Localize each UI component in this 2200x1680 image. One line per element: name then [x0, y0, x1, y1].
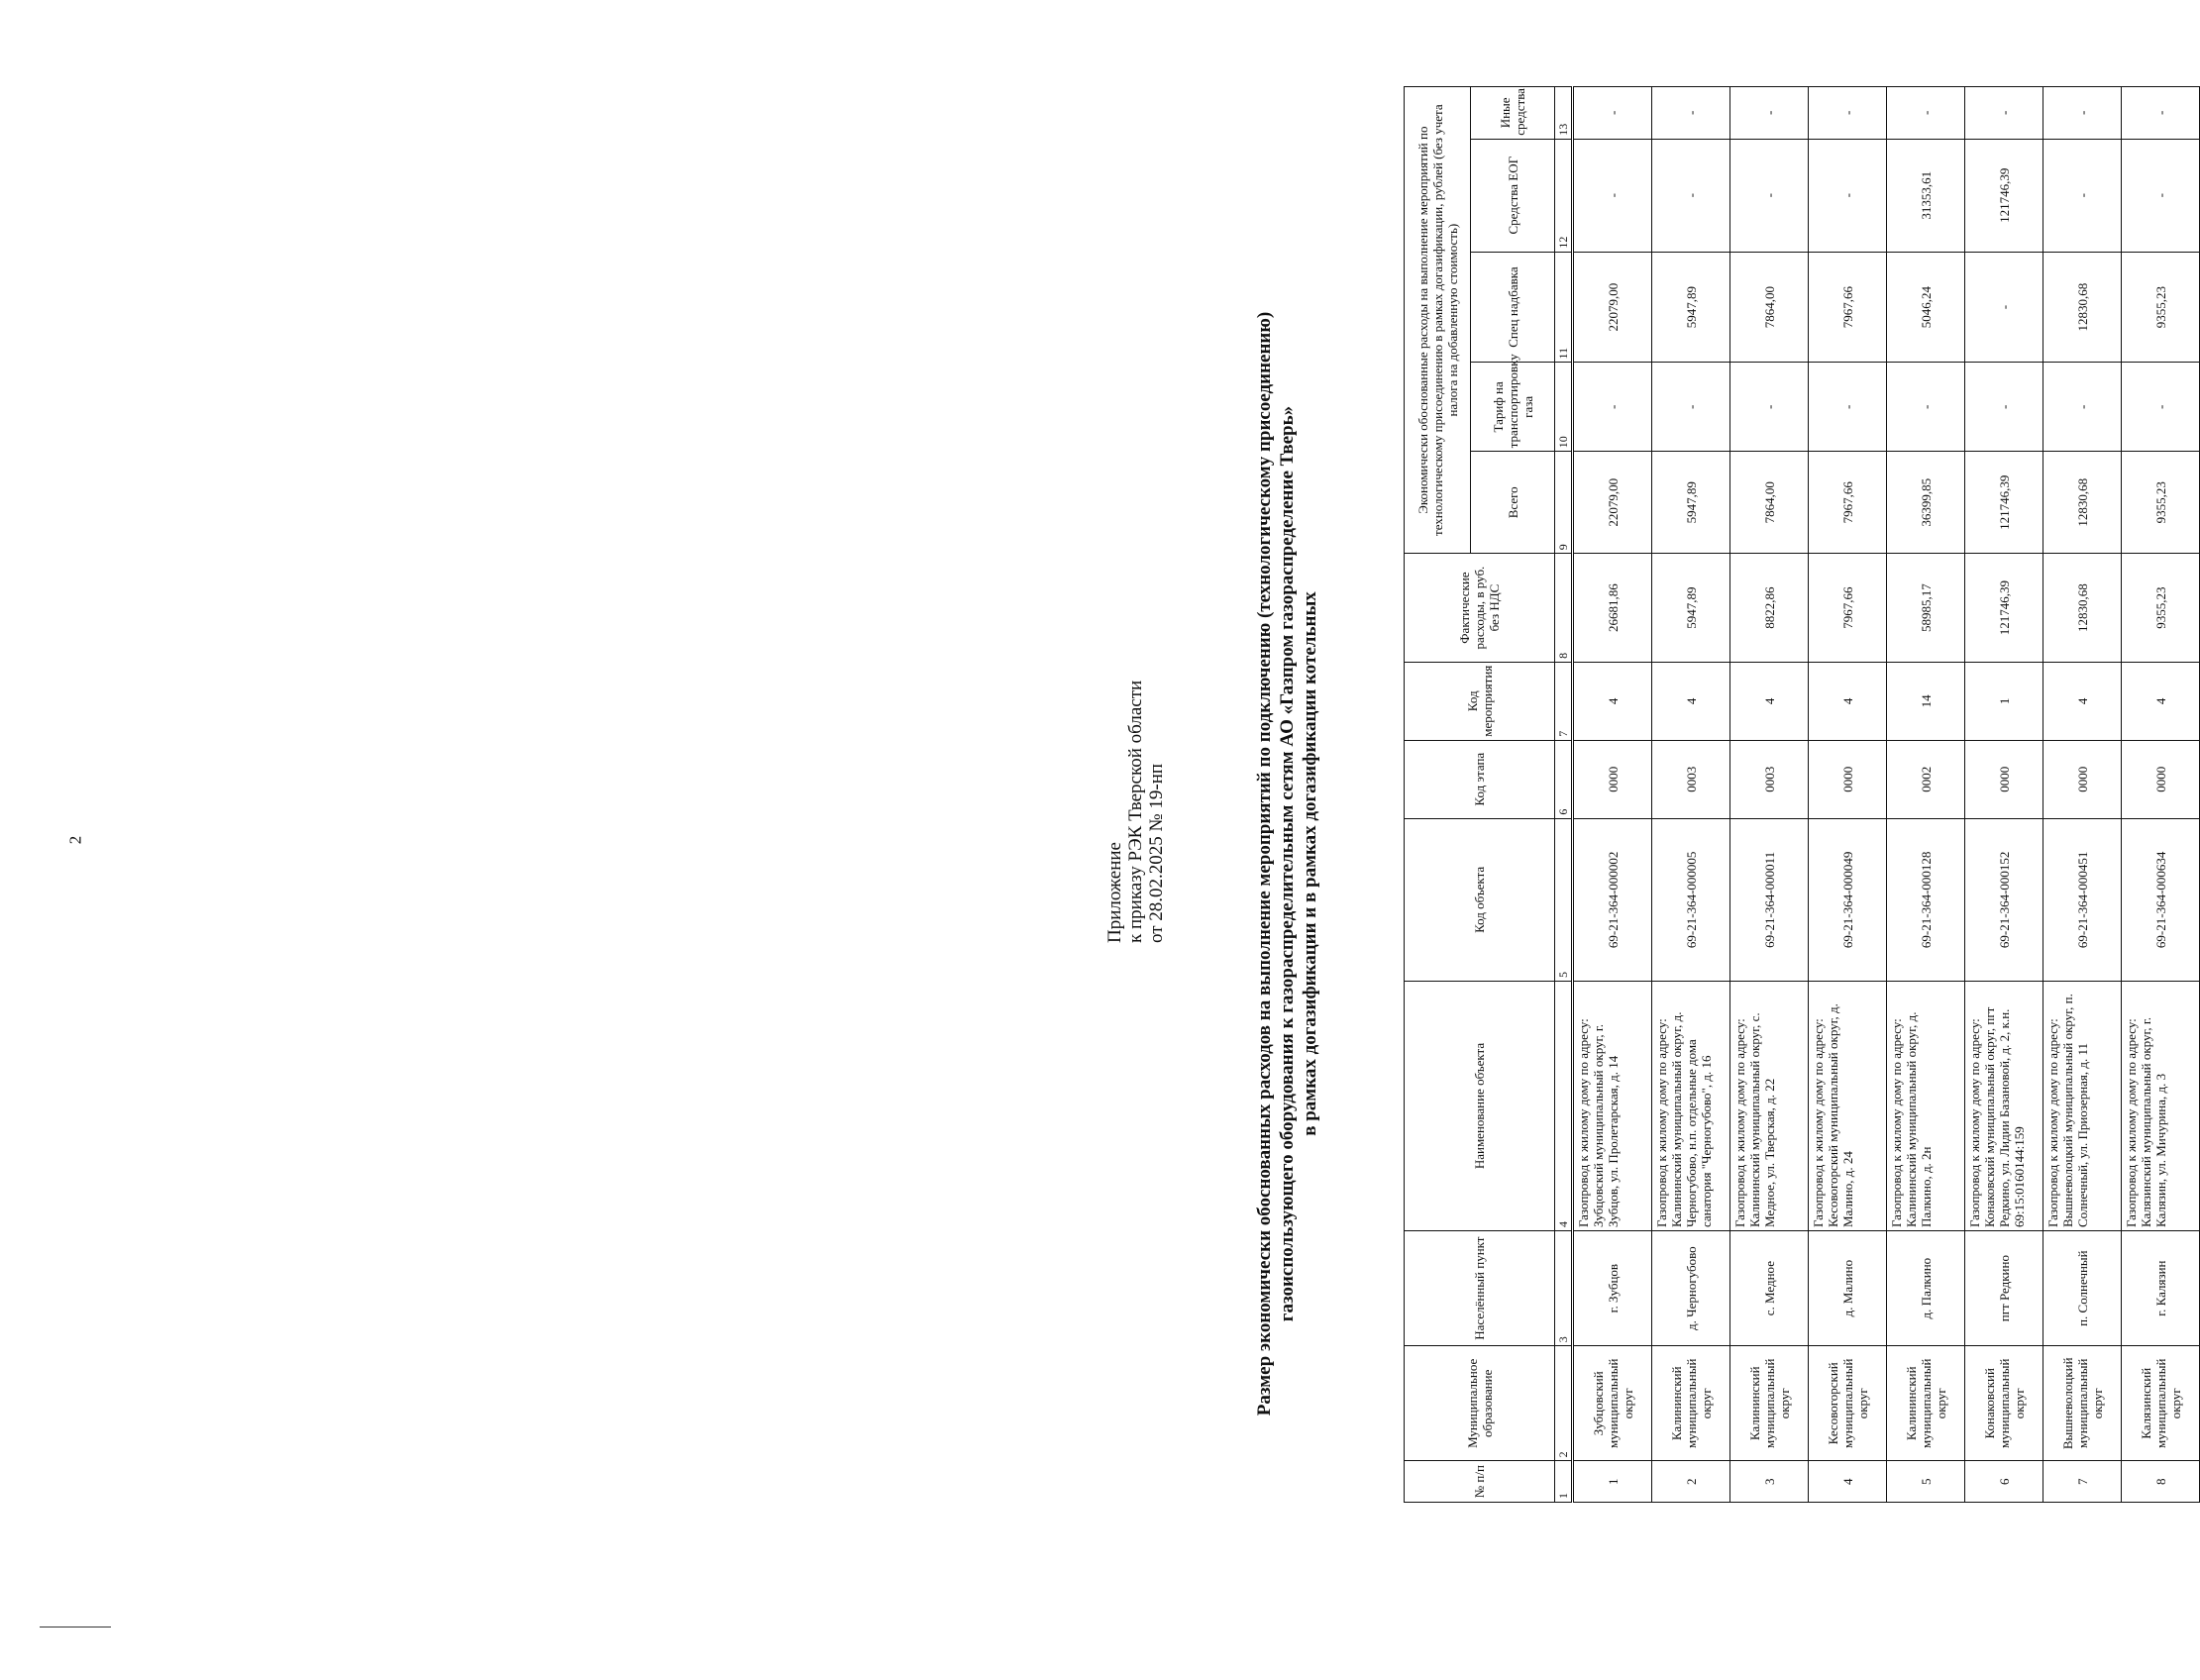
row-tariff: -	[1809, 363, 1887, 452]
row-eog: -	[1809, 139, 1887, 252]
row-actual-costs: 121746,39	[1965, 554, 2043, 663]
appendix-block	[1104, 349, 1167, 943]
column-number: 2	[1555, 1346, 1573, 1461]
row-locality: п. Солнечный	[2043, 1231, 2122, 1346]
row-total: 7864,00	[1730, 452, 1809, 554]
row-other: -	[2122, 87, 2200, 140]
row-event-code: 4	[1573, 662, 1652, 740]
document-title	[1253, 279, 1321, 1448]
row-other: -	[1652, 87, 1730, 140]
table-row	[1965, 87, 2043, 1503]
title-line-1: Размер экономически обоснованных расходов на выполнение мероприятий по подключению (технологическому присоединению)	[1254, 311, 1275, 1417]
row-other: -	[1887, 87, 1965, 140]
row-municipality: Калязинский муниципальный округ	[2122, 1346, 2200, 1461]
row-actual-costs: 7967,66	[1809, 554, 1887, 663]
row-stage-code: 0000	[1809, 740, 1887, 818]
row-locality: г. Зубцов	[1573, 1231, 1652, 1346]
row-total: 5947,89	[1652, 452, 1730, 554]
header-group: Экономически обоснованные расходы на выполнение мероприятий по технологическому присоединению в рамках догазификации, рублей (без учета налога на добавленную стоимость)	[1405, 87, 1471, 554]
row-event-code: 14	[1887, 662, 1965, 740]
row-number: 1	[1573, 1461, 1652, 1503]
row-number: 5	[1887, 1461, 1965, 1503]
table-row	[1573, 87, 1652, 1503]
row-number: 3	[1730, 1461, 1809, 1503]
header-eog: Средства ЕОГ	[1471, 139, 1555, 252]
row-surcharge: 5947,89	[1652, 252, 1730, 363]
column-number: 10	[1555, 363, 1573, 452]
row-object-code: 69-21-364-000451	[2043, 818, 2122, 981]
column-numbers-row	[1555, 87, 1573, 1503]
table-header-row-1	[1405, 87, 1471, 1503]
row-surcharge: 12830,68	[2043, 252, 2122, 363]
row-tariff: -	[2043, 363, 2122, 452]
row-actual-costs: 12830,68	[2043, 554, 2122, 663]
column-number: 5	[1555, 818, 1573, 981]
table-row	[2043, 87, 2122, 1503]
row-number: 7	[2043, 1461, 2122, 1503]
row-locality: д. Черногубово	[1652, 1231, 1730, 1346]
row-stage-code: 0000	[1965, 740, 2043, 818]
row-total: 22079,00	[1573, 452, 1652, 554]
header-municipality: Муниципальное образование	[1405, 1346, 1555, 1461]
row-object-code: 69-21-364-000634	[2122, 818, 2200, 981]
row-object-name: Газопровод к жилому дому по адресу: Калининский муниципальный округ, с. Медное, ул. Тверская, д. 22	[1730, 982, 1809, 1231]
row-object-name: Газопровод к жилому дому по адресу: Вышневолоцкий муниципальный округ, п. Солнечный, ул. Приозерная, д. 11	[2043, 982, 2122, 1231]
row-event-code: 4	[2122, 662, 2200, 740]
row-object-code: 69-21-364-000005	[1652, 818, 1730, 981]
header-num: № п/п	[1405, 1461, 1555, 1503]
rotated-sheet	[1104, 0, 2183, 1499]
header-event-code: Код мероприятия	[1405, 662, 1555, 740]
title-line-2: газоиспользующего оборудования к газораспределительным сетям АО «Газпром газораспределение Тверь»	[1277, 405, 1298, 1322]
footer-divider	[40, 1627, 111, 1628]
page-number: 2	[65, 835, 85, 845]
row-locality: г. Калязин	[2122, 1231, 2200, 1346]
row-other: -	[1809, 87, 1887, 140]
row-eog: -	[1730, 139, 1809, 252]
column-number: 11	[1555, 252, 1573, 363]
row-tariff: -	[1652, 363, 1730, 452]
table-row	[2122, 87, 2200, 1503]
row-locality: пгт Редкино	[1965, 1231, 2043, 1346]
header-stage-code: Код этапа	[1405, 740, 1555, 818]
row-object-name: Газопровод к жилому дому по адресу: Кесовогорский муниципальный округ, д. Малино, д. 24	[1809, 982, 1887, 1231]
row-stage-code: 0000	[1573, 740, 1652, 818]
header-other: Иные средства	[1471, 87, 1555, 140]
row-object-code: 69-21-364-000128	[1887, 818, 1965, 981]
row-locality: д. Палкино	[1887, 1231, 1965, 1346]
row-surcharge: 7967,66	[1809, 252, 1887, 363]
appendix-line-3: от 28.02.2025 № 19-нп	[1146, 763, 1167, 943]
row-eog: -	[1573, 139, 1652, 252]
header-locality: Населённый пункт	[1405, 1231, 1555, 1346]
row-stage-code: 0000	[2043, 740, 2122, 818]
row-tariff: -	[1965, 363, 2043, 452]
header-total: Всего	[1471, 452, 1555, 554]
row-event-code: 1	[1965, 662, 2043, 740]
row-eog: 31353,61	[1887, 139, 1965, 252]
costs-table	[1404, 86, 2200, 1503]
table-row	[1652, 87, 1730, 1503]
header-object-name: Наименование объекта	[1405, 982, 1555, 1231]
row-stage-code: 0002	[1887, 740, 1965, 818]
row-object-name: Газопровод к жилому дому по адресу: Калининский муниципальный округ, д. Черногубово, н.п. отдельные дома санатория "Черногубово", д. 16	[1652, 982, 1730, 1231]
row-number: 8	[2122, 1461, 2200, 1503]
row-number: 6	[1965, 1461, 2043, 1503]
header-surcharge: Спец надбавка	[1471, 252, 1555, 363]
row-municipality: Конаковский муниципальный округ	[1965, 1346, 2043, 1461]
table-body	[1573, 87, 2200, 1503]
row-object-name: Газопровод к жилому дому по адресу: Калязинский муниципальный округ, г. Калязин, ул. Мичурина, д. 3	[2122, 982, 2200, 1231]
row-actual-costs: 26681,86	[1573, 554, 1652, 663]
row-object-name: Газопровод к жилому дому по адресу: Калининский муниципальный округ, д. Палкино, д. 2н	[1887, 982, 1965, 1231]
header-actual-costs: Фактические расходы, в руб. без НДС	[1405, 554, 1555, 663]
row-object-code: 69-21-364-000002	[1573, 818, 1652, 981]
row-other: -	[1573, 87, 1652, 140]
row-stage-code: 0000	[2122, 740, 2200, 818]
column-number: 9	[1555, 452, 1573, 554]
row-municipality: Калининский муниципальный округ	[1887, 1346, 1965, 1461]
row-number: 2	[1652, 1461, 1730, 1503]
header-object-code: Код объекта	[1405, 818, 1555, 981]
row-total: 12830,68	[2043, 452, 2122, 554]
appendix-line-1: Приложение	[1104, 842, 1125, 943]
row-other: -	[1730, 87, 1809, 140]
row-event-code: 4	[1652, 662, 1730, 740]
column-number: 7	[1555, 662, 1573, 740]
row-object-name: Газопровод к жилому дому по адресу: Зубцовский муниципальный округ, г. Зубцов, ул. Пролетарская, д. 14	[1573, 982, 1652, 1231]
sheet-content	[1104, 52, 2183, 1617]
row-surcharge: -	[1965, 252, 2043, 363]
row-other: -	[2043, 87, 2122, 140]
row-tariff: -	[2122, 363, 2200, 452]
row-tariff: -	[1573, 363, 1652, 452]
row-locality: с. Медное	[1730, 1231, 1809, 1346]
row-municipality: Калининский муниципальный округ	[1730, 1346, 1809, 1461]
table-row	[1809, 87, 1887, 1503]
row-municipality: Кесовогорский муниципальный округ	[1809, 1346, 1887, 1461]
column-number: 8	[1555, 554, 1573, 663]
row-surcharge: 9355,23	[2122, 252, 2200, 363]
appendix-line-2: к приказу РЭК Тверской области	[1125, 680, 1146, 943]
row-actual-costs: 5947,89	[1652, 554, 1730, 663]
row-other: -	[1965, 87, 2043, 140]
row-stage-code: 0003	[1652, 740, 1730, 818]
table-row	[1887, 87, 1965, 1503]
row-actual-costs: 58985,17	[1887, 554, 1965, 663]
row-surcharge: 7864,00	[1730, 252, 1809, 363]
row-object-name: Газопровод к жилому дому по адресу: Конаковский муниципальный округ, пгт Редкино, ул. Лидии Базановой, д. 2, к.н. 69:15:0160144:159	[1965, 982, 2043, 1231]
row-object-code: 69-21-364-000152	[1965, 818, 2043, 981]
row-event-code: 4	[1809, 662, 1887, 740]
row-actual-costs: 9355,23	[2122, 554, 2200, 663]
row-total: 121746,39	[1965, 452, 2043, 554]
row-total: 36399,85	[1887, 452, 1965, 554]
row-total: 7967,66	[1809, 452, 1887, 554]
row-municipality: Зубцовский муниципальный округ	[1573, 1346, 1652, 1461]
row-event-code: 4	[2043, 662, 2122, 740]
row-object-code: 69-21-364-000049	[1809, 818, 1887, 981]
row-total: 9355,23	[2122, 452, 2200, 554]
row-tariff: -	[1887, 363, 1965, 452]
row-eog: 121746,39	[1965, 139, 2043, 252]
row-eog: -	[2043, 139, 2122, 252]
row-eog: -	[1652, 139, 1730, 252]
title-line-3: в рамках догазификации и в рамках догазификации котельных	[1300, 591, 1320, 1136]
row-actual-costs: 8822,86	[1730, 554, 1809, 663]
row-surcharge: 5046,24	[1887, 252, 1965, 363]
column-number: 1	[1555, 1461, 1573, 1503]
row-municipality: Калининский муниципальный округ	[1652, 1346, 1730, 1461]
row-surcharge: 22079,00	[1573, 252, 1652, 363]
row-municipality: Вышневолоцкий муниципальный округ	[2043, 1346, 2122, 1461]
row-number: 4	[1809, 1461, 1887, 1503]
row-stage-code: 0003	[1730, 740, 1809, 818]
row-event-code: 4	[1730, 662, 1809, 740]
table-row	[1730, 87, 1809, 1503]
header-tariff: Тариф на транспортировку газа	[1471, 363, 1555, 452]
column-number: 3	[1555, 1231, 1573, 1346]
column-number: 4	[1555, 982, 1573, 1231]
row-tariff: -	[1730, 363, 1809, 452]
column-number: 13	[1555, 87, 1573, 140]
column-number: 12	[1555, 139, 1573, 252]
row-locality: д. Малино	[1809, 1231, 1887, 1346]
column-number: 6	[1555, 740, 1573, 818]
row-eog: -	[2122, 139, 2200, 252]
row-object-code: 69-21-364-000011	[1730, 818, 1809, 981]
